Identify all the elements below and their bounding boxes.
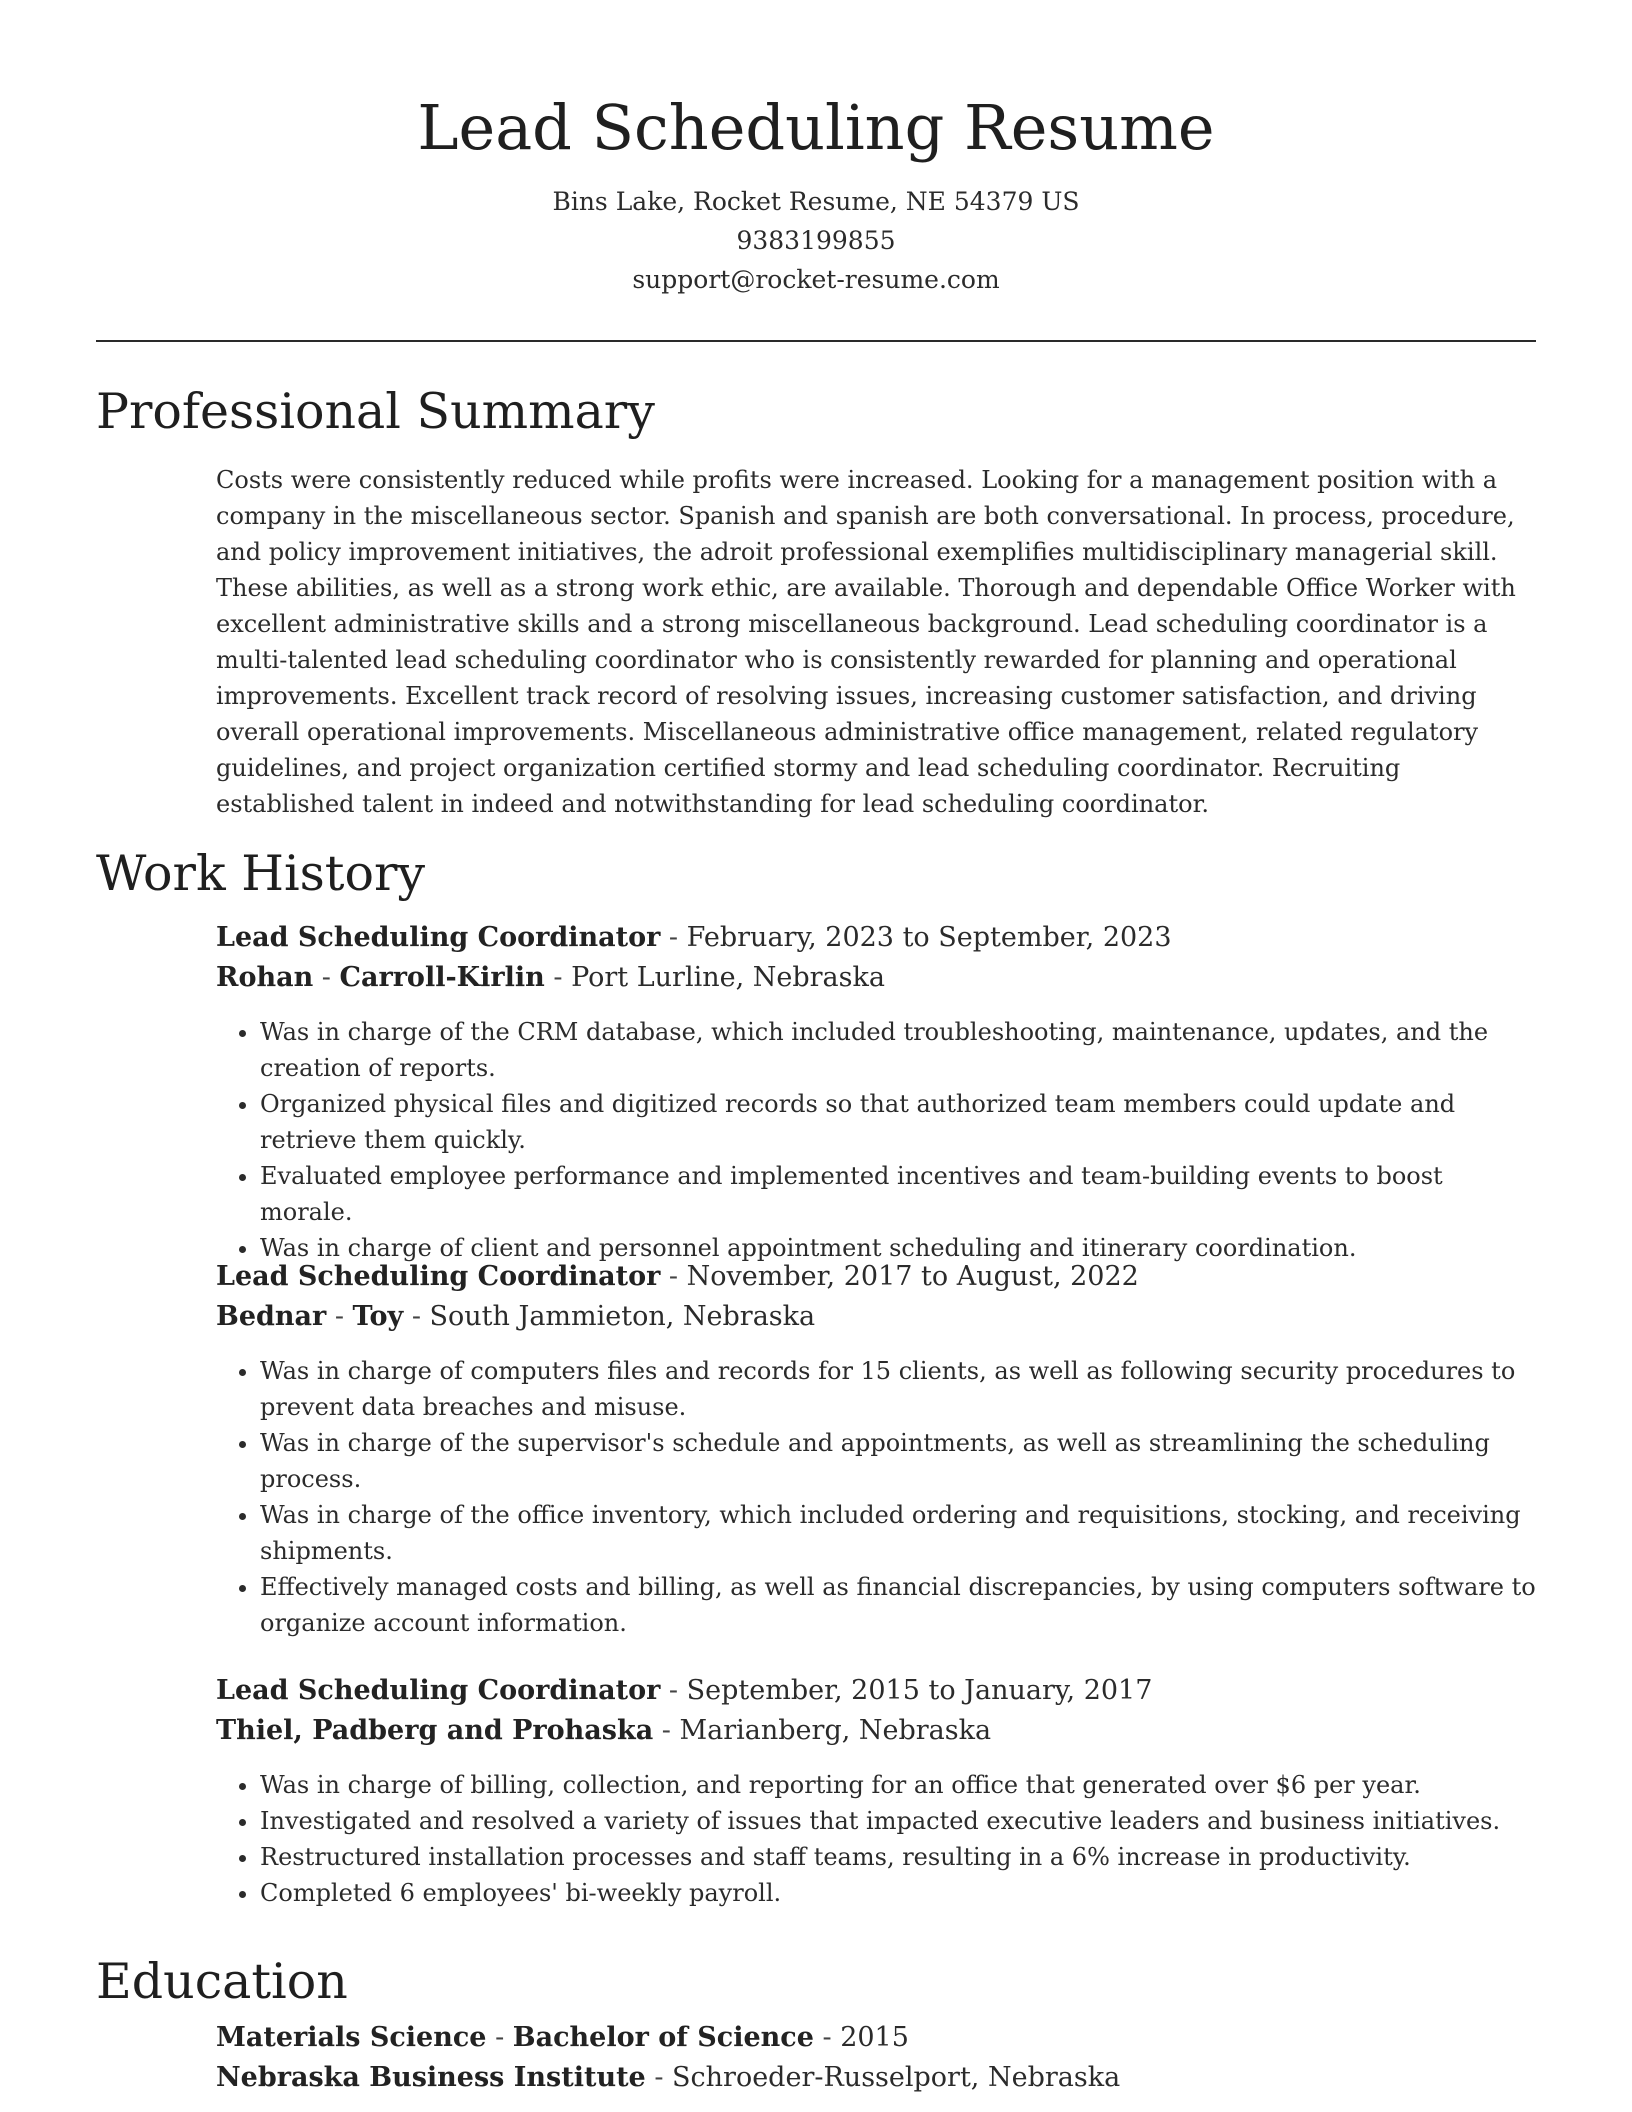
separator: -: [486, 2022, 513, 2053]
job-bullet: • Evaluated employee performance and implemented incentives and team-building events to boost morale.: [260, 1158, 1536, 1230]
job-bullet: • Investigated and resolved a variety of issues that impacted executive leaders and business initiatives.: [260, 1803, 1536, 1839]
job-employer: Thiel, Padberg and Prohaska: [216, 1715, 654, 1746]
education-year: 2015: [840, 2022, 909, 2053]
education-field: Materials Science: [216, 2022, 487, 2053]
job-bullet: • Effectively managed costs and billing, as well as financial discrepancies, by using computers software to organize account information.: [260, 1569, 1536, 1641]
education-degree-line: [216, 2018, 1536, 2058]
job-title: Lead Scheduling Coordinator: [216, 1675, 661, 1706]
separator: -: [653, 1715, 680, 1746]
contact-address: Bins Lake, Rocket Resume, NE 54379 US: [552, 187, 1080, 216]
job-bullet: • Restructured installation processes and staff teams, resulting in a 6% increase in productivity.: [260, 1839, 1536, 1875]
contact-phone: 9383199855: [736, 226, 896, 255]
separator: -: [660, 1261, 687, 1292]
contact-email: support@rocket-resume.com: [632, 265, 1000, 294]
separator: -: [813, 2022, 841, 2053]
job-dates: February, 2023 to September, 2023: [686, 922, 1172, 953]
job-dates: November, 2017 to August, 2022: [686, 1261, 1139, 1292]
work-history-heading: Work History: [96, 845, 426, 902]
separator: -: [403, 1301, 430, 1332]
job-location: Port Lurline, Nebraska: [571, 962, 885, 993]
job-title-line: [216, 1671, 1536, 1711]
job-bullet: • Organized physical files and digitized records so that authorized team members could update and retrieve them quickly.: [260, 1086, 1536, 1158]
job-entry: [216, 918, 1536, 1266]
job-employer-line: [216, 1711, 1536, 1751]
job-employer: Toy: [352, 1301, 404, 1332]
job-employer: Carroll-Kirlin: [339, 962, 545, 993]
separator: -: [313, 962, 340, 993]
job-bullet: • Completed 6 employees' bi-weekly payroll.: [260, 1875, 1536, 1911]
job-title: Lead Scheduling Coordinator: [216, 922, 661, 953]
job-location: Marianberg, Nebraska: [679, 1715, 992, 1746]
separator: -: [544, 962, 572, 993]
job-bullets: [216, 1767, 1536, 1911]
job-bullets: [216, 1014, 1536, 1266]
job-entry: [216, 1671, 1536, 1911]
education-school-line: [216, 2058, 1536, 2098]
education-degree: Bachelor of Science: [512, 2022, 814, 2053]
job-title-line: [216, 1257, 1536, 1297]
summary-heading: Professional Summary: [96, 383, 655, 440]
resume-header: [96, 82, 1536, 299]
job-employer: Rohan: [216, 962, 314, 993]
education-heading: Education: [96, 1953, 348, 2010]
separator: -: [326, 1301, 353, 1332]
job-bullet: • Was in charge of the CRM database, which included troubleshooting, maintenance, updates, and the creation of reports.: [260, 1014, 1536, 1086]
separator: -: [645, 2062, 673, 2093]
job-employer: Bednar: [216, 1301, 327, 1332]
job-title: Lead Scheduling Coordinator: [216, 1261, 661, 1292]
job-employer-line: [216, 1297, 1536, 1337]
education-school: Nebraska Business Institute: [216, 2062, 646, 2093]
summary-text: Costs were consistently reduced while profits were increased. Looking for a management position with a company in the miscellaneous sector. Spanish and spanish are both conversational. In process, procedure, and policy improvement initiatives, the adroit professional exemplifies multidisciplinary managerial skill. These abilities, as well as a strong work ethic, are available. Thorough and dependable Office Worker with excellent administrative skills and a strong miscellaneous background. Lead scheduling coordinator is a multi-talented lead scheduling coordinator who is consistently rewarded for planning and operational improvements. Excellent track record of resolving issues, increasing customer satisfaction, and driving overall operational improvements. Miscellaneous administrative office management, related regulatory guidelines, and project organization certified stormy and lead scheduling coordinator. Recruiting established talent in indeed and notwithstanding for lead scheduling coordinator.: [216, 466, 1516, 818]
job-employer-line: [216, 958, 1536, 998]
education-entry: [216, 2018, 1536, 2098]
separator: -: [660, 922, 687, 953]
resume-title: Lead Scheduling Resume: [417, 91, 1215, 164]
job-bullet: • Was in charge of the office inventory, which included ordering and requisitions, stocking, and receiving shipments.: [260, 1497, 1536, 1569]
job-dates: September, 2015 to January, 2017: [686, 1675, 1153, 1706]
job-bullets: [216, 1353, 1536, 1641]
job-entry: [216, 1257, 1536, 1641]
job-title-line: [216, 918, 1536, 958]
job-location: South Jammieton, Nebraska: [429, 1301, 816, 1332]
job-bullet: • Was in charge of client and personnel appointment scheduling and itinerary coordination.: [260, 1230, 1536, 1266]
job-bullet: • Was in charge of billing, collection, and reporting for an office that generated over $6 per year.: [260, 1767, 1536, 1803]
job-bullet: • Was in charge of the supervisor's schedule and appointments, as well as streamlining the scheduling process.: [260, 1425, 1536, 1497]
education-location: Schroeder-Russelport, Nebraska: [672, 2062, 1121, 2093]
contact-info: [96, 182, 1536, 299]
separator: -: [660, 1675, 687, 1706]
job-bullet: • Was in charge of computers files and records for 15 clients, as well as following security procedures to prevent data breaches and misuse.: [260, 1353, 1536, 1425]
header-divider: [96, 340, 1536, 342]
